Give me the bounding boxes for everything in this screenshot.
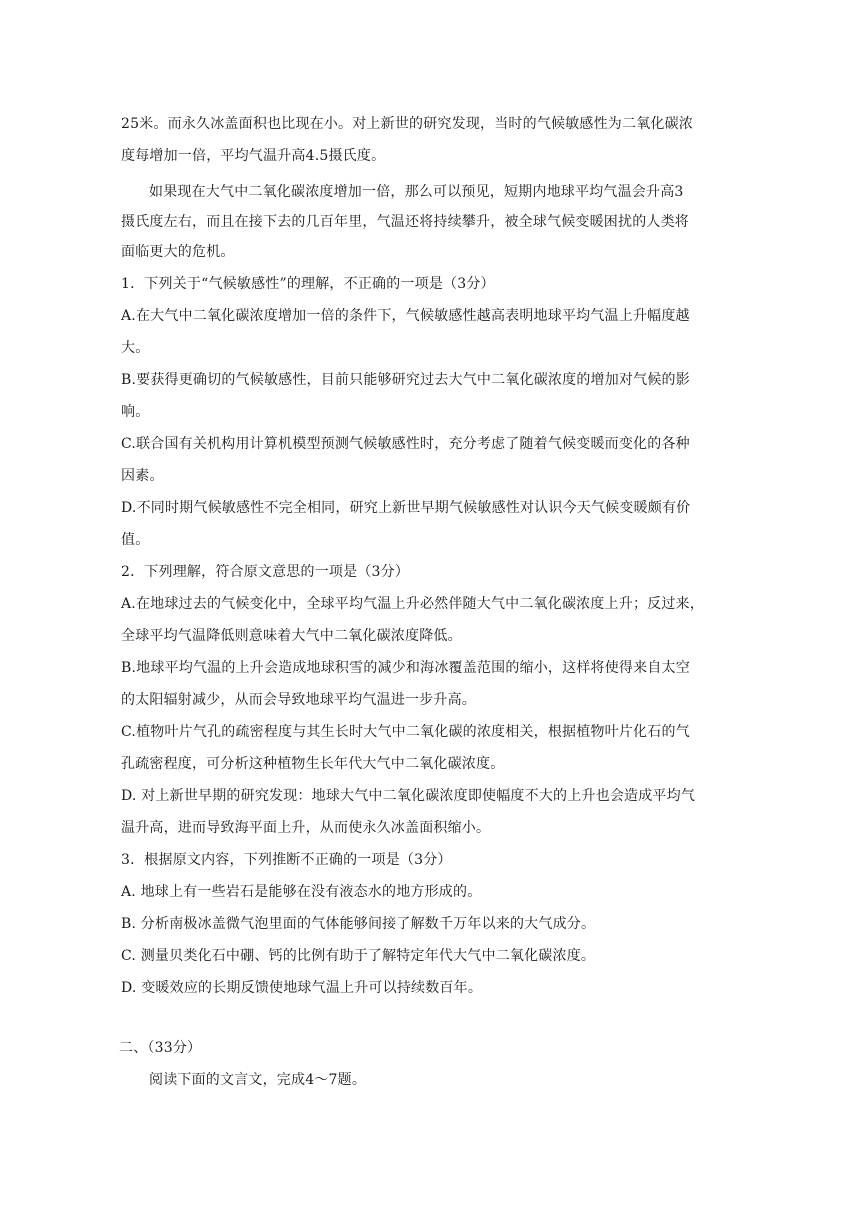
option-line: B. 分析南极冰盖微气泡里面的气体能够间接了解数千万年以来的大气成分。: [121, 916, 596, 932]
option-line: B.要获得更确切的气候敏感性，目前只能够研究过去大气中二氧化碳浓度的增加对气候的影: [121, 372, 690, 388]
passage-line: 面临更大的危机。: [121, 244, 235, 260]
option-line: D.不同时期气候敏感性不完全相同，研究上新世早期气候敏感性对认识今天气候变暖颇有价: [121, 500, 691, 516]
passage-line: 25米。而永久冰盖面积也比现在小。对上新世的研究发现，当时的气候敏感性为二氧化碳浓: [121, 116, 694, 132]
option-line: A.在地球过去的气候变化中，全球平均气温上升必然伴随大气中二氧化碳浓度上升；反过来，: [121, 596, 704, 612]
passage-line: 如果现在大气中二氧化碳浓度增加一倍，那么可以预见，短期内地球平均气温会升高3: [149, 184, 684, 200]
option-line: 温升高，进而导致海平面上升，从而使永久冰盖面积缩小。: [121, 820, 491, 836]
option-line: 值。: [121, 532, 150, 548]
option-line: D. 变暖效应的长期反馈使地球气温上升可以持续数百年。: [121, 980, 483, 996]
option-line: 大。: [121, 340, 150, 356]
option-line: 响。: [121, 404, 150, 420]
option-line: D. 对上新世早期的研究发现：地球大气中二氧化碳浓度即使幅度不大的上升也会造成平均气: [121, 788, 696, 804]
option-line: 的太阳辐射减少，从而会导致地球平均气温进一步升高。: [121, 692, 476, 708]
option-line: C.联合国有关机构用计算机模型预测气候敏感性时，充分考虑了随着气候变暖而变化的各种: [121, 436, 690, 452]
option-line: 全球平均气温降低则意味着大气中二氧化碳浓度降低。: [121, 628, 462, 644]
passage-line: 摄氏度左右，而且在接下去的几百年里，气温还将持续攀升，被全球气候变暖困扰的人类将: [121, 214, 689, 230]
option-line: 孔疏密程度，可分析这种植物生长年代大气中二氧化碳浓度。: [121, 756, 505, 772]
question-stem: 1．下列关于“气候敏感性”的理解，不正确的一项是（3分）: [121, 276, 495, 292]
option-line: 因素。: [121, 468, 164, 484]
section-heading: 二、（33分）: [119, 1040, 202, 1056]
passage-line: 度每增加一倍，平均气温升高4.5摄氏度。: [121, 148, 386, 164]
option-line: C.植物叶片气孔的疏密程度与其生长时大气中二氧化碳的浓度相关，根据植物叶片化石的气: [121, 724, 690, 740]
section-instruction: 阅读下面的文言文，完成4～7题。: [149, 1072, 367, 1088]
option-line: A. 地球上有一些岩石是能够在没有液态水的地方形成的。: [121, 884, 482, 900]
option-line: A.在大气中二氧化碳浓度增加一倍的条件下，气候敏感性越高表明地球平均气温上升幅度越: [121, 308, 690, 324]
question-stem: 3．根据原文内容，下列推断不正确的一项是（3分）: [121, 852, 452, 868]
option-line: C. 测量贝类化石中硼、钙的比例有助于了解特定年代大气中二氧化碳浓度。: [121, 948, 596, 964]
option-line: B.地球平均气温的上升会造成地球积雪的减少和海冰覆盖范围的缩小，这样将使得来自太空: [121, 660, 690, 676]
question-stem: 2．下列理解，符合原文意思的一项是（3分）: [121, 564, 410, 580]
